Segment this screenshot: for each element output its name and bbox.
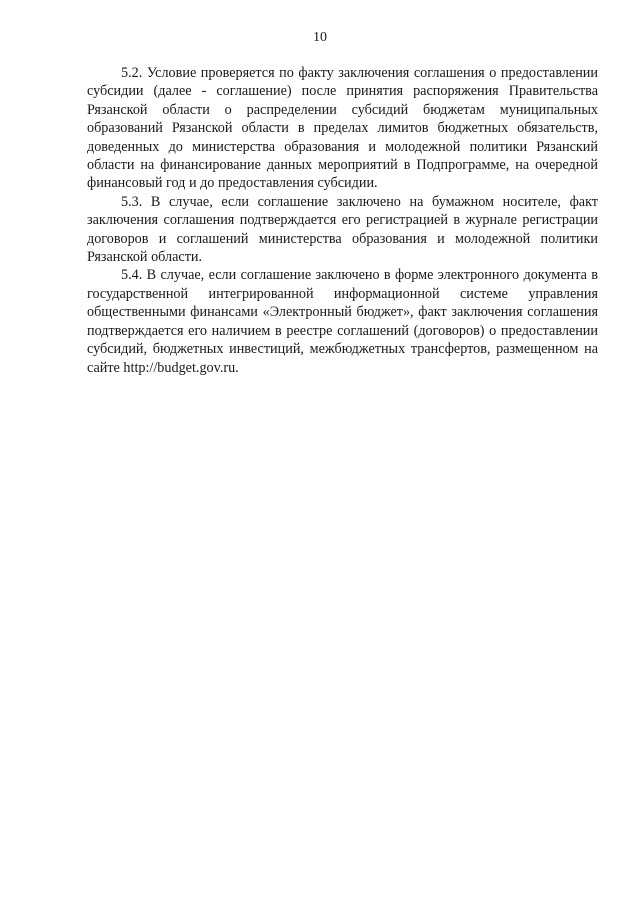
document-body bbox=[87, 64, 598, 377]
page-number: 10 bbox=[313, 30, 327, 45]
paragraph-5-4: 5.4. В случае, если соглашение заключено в форме электронного документа в государственной интегрированной информационной системе управления общественными финансами «Электронный бюджет», факт заключения соглашения подтверждается его наличием в реестре соглашений (договоров) о предоставлении субсидий, бюджетных инвестиций, межбюджетных трансфертов, размещенном на сайте http://budget.gov.ru. bbox=[87, 267, 598, 376]
paragraph-5-2: 5.2. Условие проверяется по факту заключения соглашения о предоставлении субсидии (далее - соглашение) после принятия распоряжения Правительства Рязанской области о распределении субсидий бюджетам муниципальных образований Рязанской области в пределах лимитов бюджетных обязательств, доведенных до министерства образования и молодежной политики Рязанский области на финансирование данных мероприятий в Подпрограмме, на очередной финансовый год и до предоставления субсидии. bbox=[87, 65, 598, 192]
paragraph-5-3: 5.3. В случае, если соглашение заключено на бумажном носителе, факт заключения соглашения подтверждается его регистрацией в журнале регистрации договоров и соглашений министерства образования и молодежной политики Рязанской области. bbox=[87, 193, 598, 266]
